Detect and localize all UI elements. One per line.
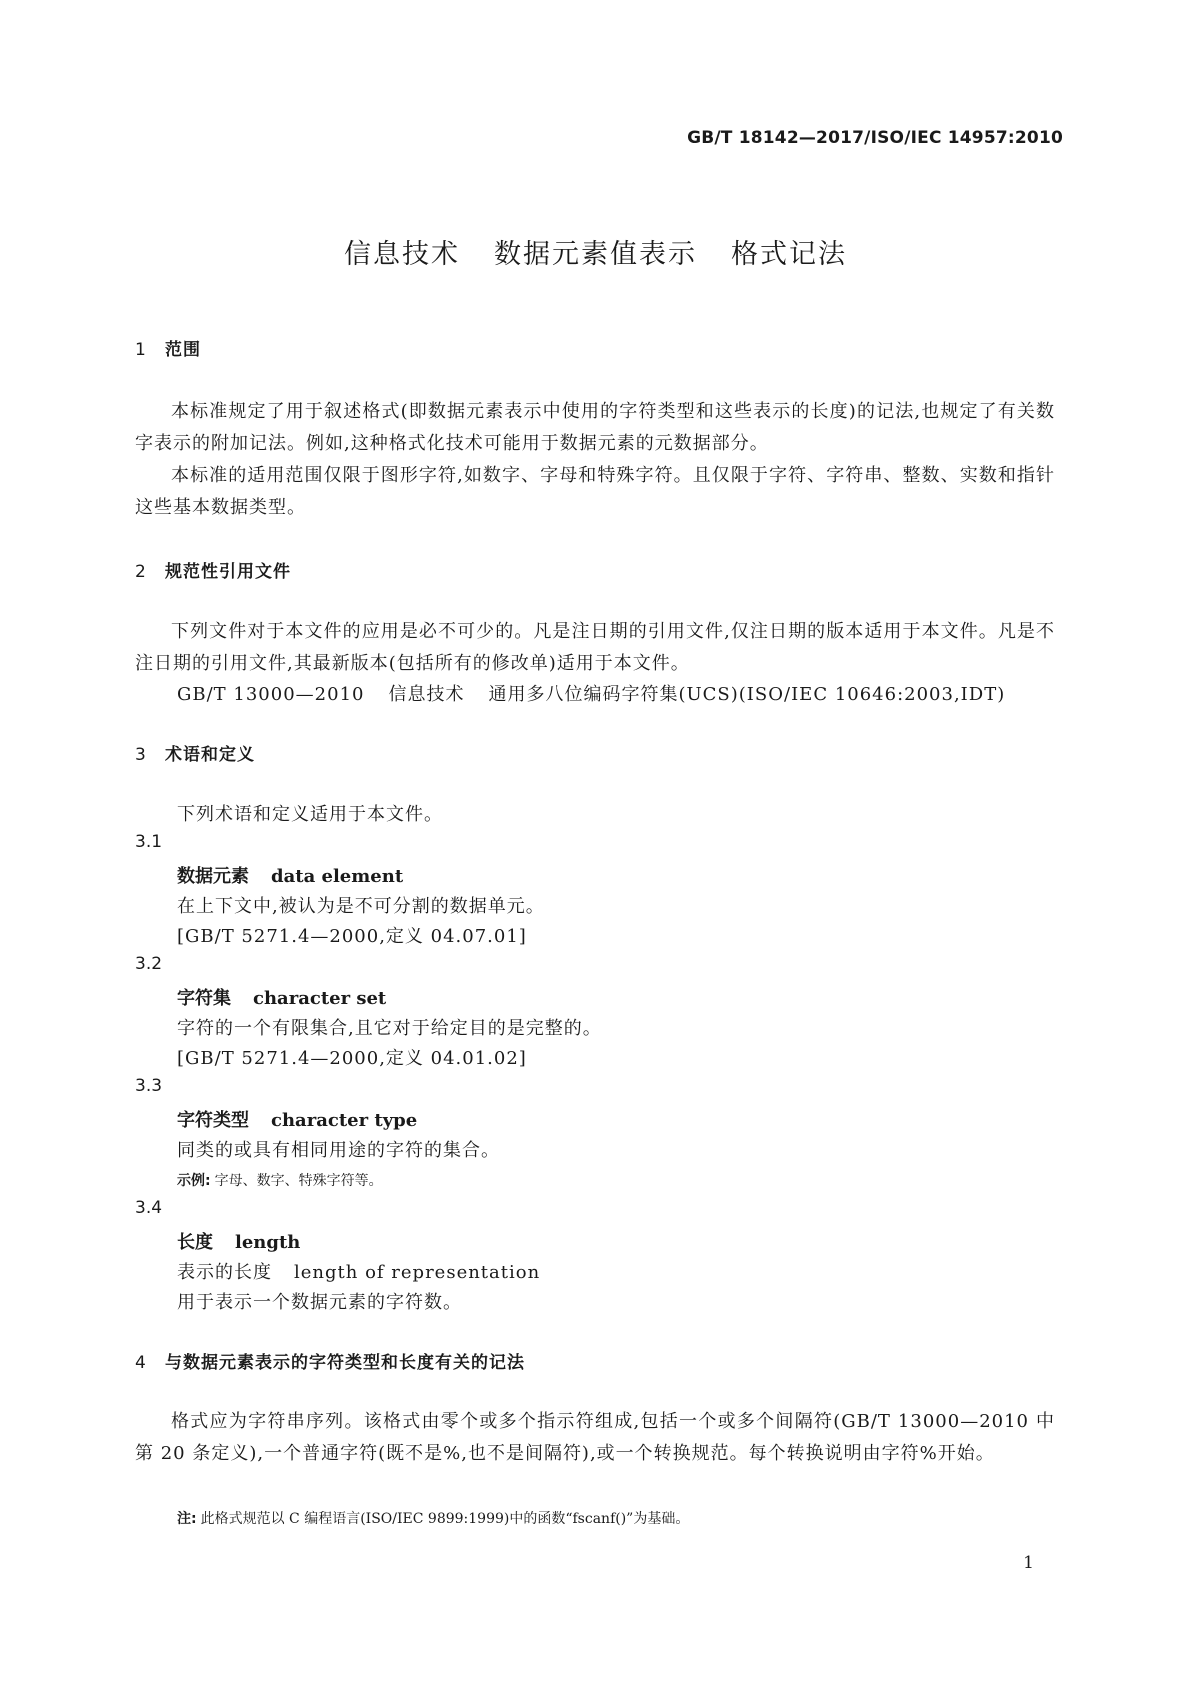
term-example — [177, 1170, 383, 1190]
term-heading — [177, 862, 403, 888]
alt-term-zh: 表示的长度 — [177, 1262, 272, 1283]
section-4-heading — [135, 1348, 525, 1373]
term-zh: 字符集 — [177, 988, 231, 1009]
term-definition: 同类的或具有相同用途的字符的集合。 — [177, 1140, 500, 1161]
term-source: [GB/T 5271.4—2000,定义 04.07.01] — [177, 926, 527, 947]
alt-term-en: length of representation — [294, 1262, 541, 1283]
section-2-heading — [135, 557, 291, 582]
document-title — [0, 232, 1191, 271]
section-number: 4 — [135, 1353, 147, 1373]
section-title: 规范性引用文件 — [165, 562, 291, 582]
terms-intro: 下列术语和定义适用于本文件。 — [177, 804, 443, 825]
section-3-heading — [135, 740, 255, 765]
notation-paragraph: 格式应为字符串序列。该格式由零个或多个指示符组成,包括一个或多个间隔符(GB/T 13000—2010 中第 20 条定义),一个普通字符(既不是%,也不是间隔符),或一个转换规范。每个转换说明由字符%开始。 — [135, 1411, 1055, 1464]
term-en: length — [235, 1232, 301, 1253]
section-title: 与数据元素表示的字符类型和长度有关的记法 — [165, 1353, 525, 1373]
note-label: 注: — [177, 1511, 197, 1527]
term-definition: 用于表示一个数据元素的字符数。 — [177, 1292, 462, 1313]
term-number: 3.1 — [135, 832, 163, 852]
scope-paragraph-2: 本标准的适用范围仅限于图形字符,如数字、字母和特殊字符。且仅限于字符、字符串、整数、实数和指针这些基本数据类型。 — [135, 465, 1055, 518]
section-number: 3 — [135, 745, 147, 765]
section-title: 术语和定义 — [165, 745, 255, 765]
term-heading — [177, 1106, 417, 1132]
term-heading — [177, 984, 386, 1010]
term-en: data element — [271, 866, 404, 887]
term-number: 3.2 — [135, 954, 163, 974]
standard-number-header: GB/T 18142—2017/ISO/IEC 14957:2010 — [687, 128, 1063, 148]
normative-reference-entry — [177, 680, 1005, 706]
term-zh: 长度 — [177, 1232, 213, 1253]
reference-code: GB/T 13000—2010 — [177, 684, 365, 705]
section-title: 范围 — [165, 340, 201, 360]
title-part-2: 数据元素值表示 — [494, 239, 697, 270]
term-admitted-name — [177, 1258, 540, 1284]
note-text: 此格式规范以 C 编程语言(ISO/IEC 9899:1999)中的函数“fscanf()”为基础。 — [200, 1511, 690, 1527]
term-source: [GB/T 5271.4—2000,定义 04.01.02] — [177, 1048, 527, 1069]
term-definition: 在上下文中,被认为是不可分割的数据单元。 — [177, 896, 545, 917]
term-number: 3.4 — [135, 1198, 163, 1218]
section-number: 1 — [135, 340, 147, 360]
normative-references-paragraph: 下列文件对于本文件的应用是必不可少的。凡是注日期的引用文件,仅注日期的版本适用于本文件。凡是不注日期的引用文件,其最新版本(包括所有的修改单)适用于本文件。 — [135, 621, 1055, 674]
example-text: 字母、数字、特殊字符等。 — [214, 1173, 383, 1189]
term-en: character set — [253, 988, 387, 1009]
term-heading — [177, 1228, 300, 1254]
reference-title-2: 通用多八位编码字符集(UCS)(ISO/IEC 10646:2003,IDT) — [488, 684, 1006, 705]
term-en: character type — [271, 1110, 418, 1131]
reference-title-1: 信息技术 — [388, 684, 465, 705]
term-zh: 数据元素 — [177, 866, 249, 887]
title-part-3: 格式记法 — [731, 239, 847, 270]
page-number: 1 — [1023, 1553, 1034, 1573]
term-zh: 字符类型 — [177, 1110, 249, 1131]
title-part-1: 信息技术 — [344, 239, 460, 270]
section-number: 2 — [135, 562, 147, 582]
section-1-heading — [135, 335, 201, 360]
example-label: 示例: — [177, 1173, 211, 1189]
scope-paragraph-1: 本标准规定了用于叙述格式(即数据元素表示中使用的字符类型和这些表示的长度)的记法,也规定了有关数字表示的附加记法。例如,这种格式化技术可能用于数据元素的元数据部分。 — [135, 401, 1055, 454]
term-definition: 字符的一个有限集合,且它对于给定目的是完整的。 — [177, 1018, 602, 1039]
notation-note — [177, 1508, 689, 1528]
term-number: 3.3 — [135, 1076, 163, 1096]
